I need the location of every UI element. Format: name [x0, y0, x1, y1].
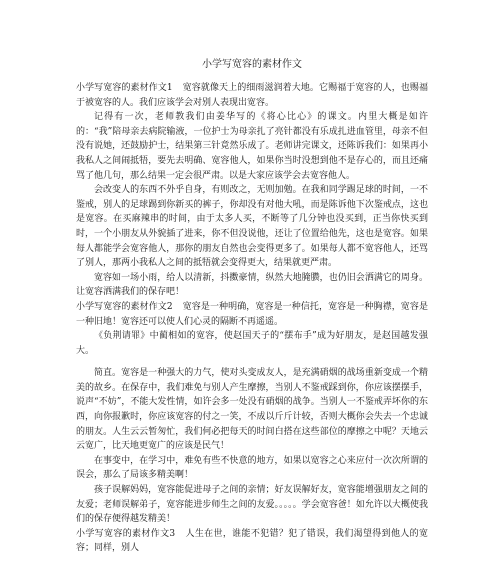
paragraph	[76, 110, 428, 183]
section-heading: 小学写宽容的素材作文1	[76, 83, 173, 93]
paragraph-text: 宽容如一场小雨，给人以清新，抖擞豪情，纵然大地腌臜，也仍旧会洒满它的周身。让宽容洒满我们的保存吧！	[76, 272, 428, 298]
paragraph-text: 《负荆请罪》中蔺相如的宽容，使赵国天子的“摆布手”成为好朋友，是赵国越发强大。	[76, 331, 428, 356]
paragraph	[76, 366, 428, 454]
paragraph	[76, 329, 428, 358]
paragraph	[76, 300, 428, 329]
paragraph-text: 宽容是一种明确，宽容是一种信托，宽容是一种胸襟，宽容是一种旧地！宽容还可以使人们心灵的隔断不再遥遥。	[76, 301, 428, 327]
paragraph-gap	[76, 358, 428, 366]
paragraph-text: 宽容就像天上的细雨滋润着大地。它赐福于宽容的人，也赐福于被宽容的人。我们应该学会对别人表现出宽容。	[76, 83, 428, 108]
page-title: 小学写宽容的素材作文	[202, 59, 302, 70]
paragraph-text: 孩子误解妈妈，宽容能促进母子之间的亲情；好友误解好友，宽容能增强朋友之间的友爱；老师误解弟子，宽容能进步师生之间的友爱。。。。。学会宽容爸！如允许以大概使我们的保存便得越发精美！	[76, 485, 428, 525]
paragraph	[76, 81, 428, 110]
paragraph-text: 在事变中，在学习中，难免有些不快意的地方，如果以宽容之心来应付一次次所谓的误会，那么了局该多精美啊！	[76, 455, 428, 481]
section-heading: 小学写宽容的素材作文3	[76, 528, 176, 539]
paragraph-text: 人生在世，谁能不犯错？犯了错误，我们渴望得到他人的宽容；同样，别人	[76, 528, 428, 554]
paragraph	[76, 483, 428, 527]
paragraph	[76, 183, 428, 271]
paragraph	[76, 527, 428, 556]
paragraph-text: 记得有一次，老师教我们由姜华写的《将心比心》的课文。内里大概是如许的：“我”陪母亲去病院输液，一位护士为母亲扎了亮针都没有乐成扎进血管里，母亲不但没有说她，还鼓励护士，结果第三针竟然乐成了。老师讲完课文，还陈诉我们：如果再小我私人之间闹抵牾，要先去明确、宽容他人，如果你当时没想到他不是存心的，而且还痛骂了他几句，那么结果一定会很严肃。以是大家应该学会去宽容他人。	[76, 112, 428, 181]
document-body	[76, 81, 428, 556]
paragraph	[76, 454, 428, 483]
paragraph-text: 会改变人的东西不外乎自身，有则改之，无则加勉。在我和同学踢足球的时间，一不鉴戒，别人的足球踢到你新买的裤子，你却没有对他大吼，而是陈诉他下次鉴戒点，这也是宽容。在买麻辣串的时间，由于太多人买，不断等了几分钟也没买到，正当你快买到时，一个小朋友从外貌插了进来，你不但没说他，还让了位置给他先，这也是宽容。如果每人都能学会宽容他人，那你的朋友自然也会变得更多了。如果每人都不宽容他人，还骂了别人，那两小我私人之间的抵牾就会变得更大，结果就更严肃。	[76, 185, 428, 269]
paragraph	[76, 271, 428, 300]
paragraph-text: 简直。宽容是一种强大的力气，使对头变成友人，是充满硝烟的战场重新变成一个精美的故乡。在保存中，我们难免与别人产生摩擦，当别人不鉴戒踩到你，你应该摆摆手，说声“不妨”，不能大发性情，如许会多一处没有硝烟的战争。当别人一不鉴戒弄坏你的东西，向你报歉时，你应该宽容的付之一笑，不成以斤斤计较，否则大概你会失去一个忠诚的朋友。人生云云暂匆忙，我们何必把每天的时间白搭在这些部位的摩擦之中呢？天地云云宽广，比天地更宽广的应该是民气！	[76, 368, 428, 452]
section-heading: 小学写宽容的素材作文2	[76, 301, 173, 312]
